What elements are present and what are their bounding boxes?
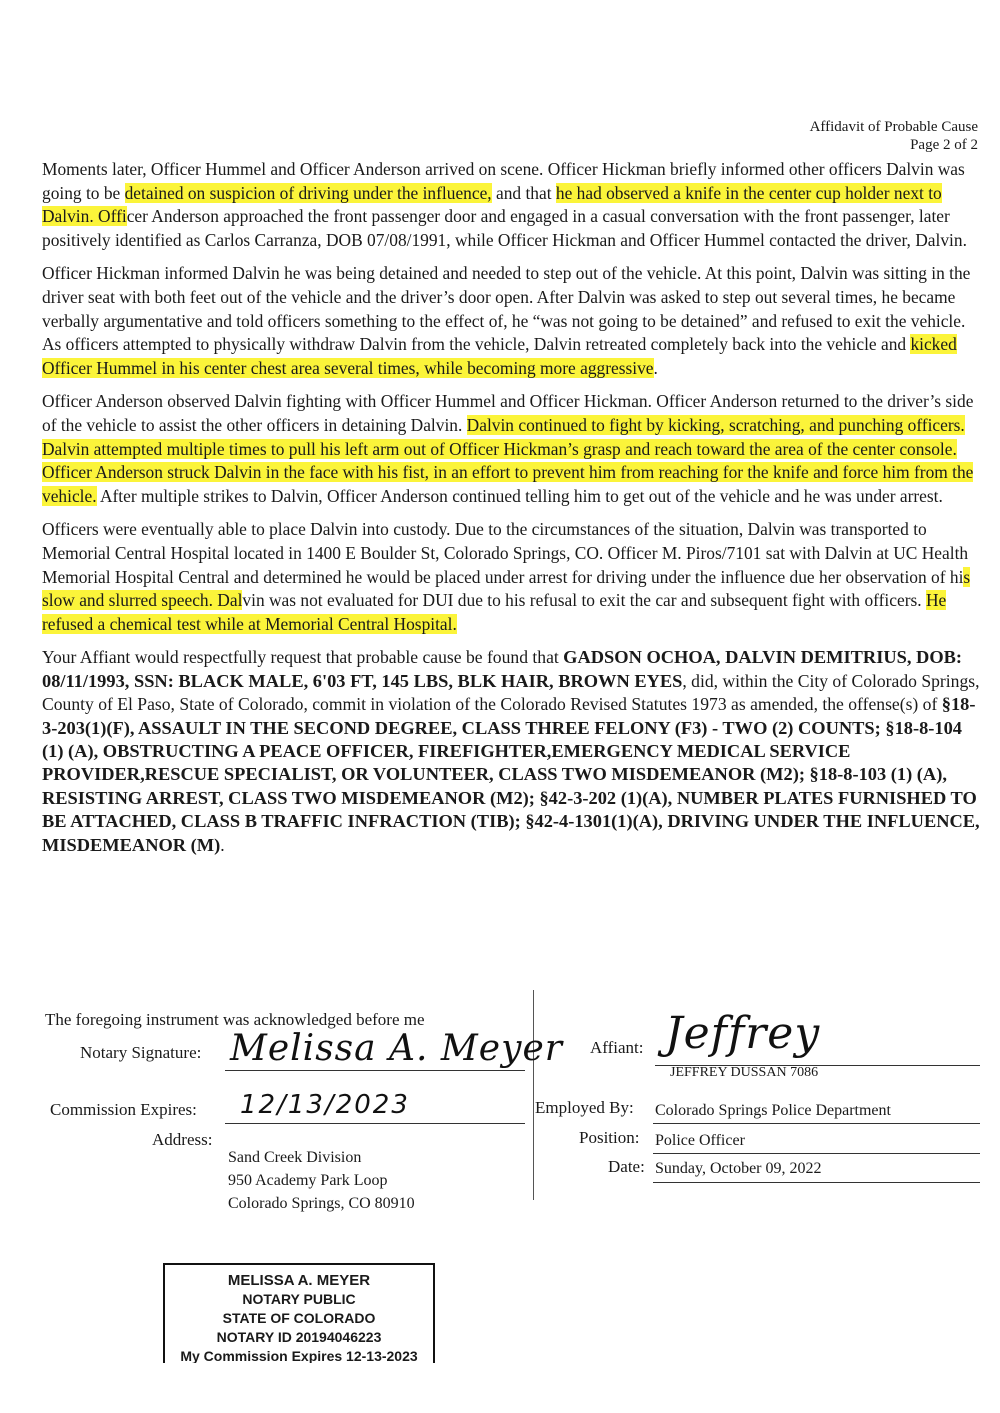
acknowledgement-text: The foregoing instrument was acknowledged before me <box>45 1010 425 1029</box>
commission-line <box>225 1123 525 1124</box>
text-run: Officer Hickman informed Dalvin he was being detained and needed to step out of the vehicle. At this point, Dalvin was sitting in the driver seat with both feet out of the vehicle and the driver’s door open. After Dalvin was asked to step out several times, he became verbally argumentative and told officers something to the effect of, he “was not going to be detained” and refused to exit the vehicle. As officers attempted to physically withdraw Dalvin from the vehicle, Dalvin retreated completely back into the vehicle and <box>42 263 971 355</box>
highlighted-text: s slow and slurred speech. Dal <box>42 566 971 611</box>
stamp-line: NOTARY ID 20194046223 <box>216 1329 382 1345</box>
offense-list: §18-3-203(1)(F), ASSAULT IN THE SECOND DEGREE, CLASS THREE FELONY (F3) - TWO (2) COUNTS; §18-8-104 (1) (A), OBSTRUCTING A PEACE OFFICER, FIREFIGHTER,EMERGENCY MEDICAL SERVICE PROVIDER,RESCUE SPECIALIST, OR VOLUNTEER, CLASS TWO MISDEMEANOR (M2); §18-8-103 (1) (A), RESISTING ARREST, CLASS TWO MISDEMEANOR (M2); §42-3-202 (1)(A), NUMBER PLATES FURNISHED TO BE ATTACHED, CLASS B TRAFFIC INFRACTION (TIB); §42-4-1301(1)(A), DRIVING UNDER THE INFLUENCE, MISDEMEANOR (M) <box>42 694 980 855</box>
affiant-label: Affiant: <box>590 1038 644 1057</box>
paragraph-1 <box>42 158 982 252</box>
stamp-line: My Commission Expires 12-13-2023 <box>180 1348 418 1363</box>
text-run: . <box>653 357 658 378</box>
address-line: 950 Academy Park Loop <box>228 1172 388 1189</box>
employed-line <box>653 1123 980 1124</box>
page-number: Page 2 of 2 <box>910 137 978 153</box>
text-run: Officer Anderson observed Dalvin fighting with Officer Hummel and Officer Hickman. Officer Anderson returned to the driver’s side of the vehicle to assist the other officers in detaining Dalvin. <box>42 391 974 435</box>
commission-expires-label: Commission Expires: <box>50 1100 197 1119</box>
text-run: Moments later, Officer Hummel and Officer Anderson arrived on scene. Officer Hickman briefly informed other officers Dalvin was going to be <box>42 159 965 203</box>
page-header <box>810 118 978 154</box>
paragraph-charges <box>42 646 982 857</box>
date-value: Sunday, October 09, 2022 <box>655 1160 822 1177</box>
date-line <box>653 1182 980 1183</box>
notary-signature-label: Notary Signature: <box>80 1043 202 1062</box>
affidavit-body <box>42 158 982 867</box>
position-label: Position: <box>579 1128 640 1147</box>
employed-by-value: Colorado Springs Police Department <box>655 1102 891 1119</box>
address-label: Address: <box>152 1130 213 1149</box>
highlighted-text: he had observed a knife in the center cup holder next to Dalvin. Offi <box>42 182 942 227</box>
address-line: Sand Creek Division <box>228 1149 362 1166</box>
text-run: , did, within the City of Colorado Springs, County of El Paso, State of Colorado, commit in violation of the Colorado Revised Statutes 1973 as amended, the offense(s) of <box>42 670 980 715</box>
text-run: cer Anderson approached the front passenger door and engaged in a casual conversation with the front passenger, later positively identified as Carlos Carranza, DOB 07/08/1991, while Officer Hickman and Officer Hummel contacted the driver, Dalvin. <box>42 206 967 250</box>
address-line: Colorado Springs, CO 80910 <box>228 1195 415 1212</box>
signature-divider <box>533 990 534 1200</box>
employed-by-label: Employed By: <box>535 1098 634 1117</box>
document-title: Affidavit of Probable Cause <box>809 119 978 135</box>
notary-signature-line <box>225 1070 525 1071</box>
text-run: Your Affiant would respectfully request that probable cause be found that <box>42 647 564 668</box>
text-run: and that <box>491 182 556 203</box>
paragraph-3 <box>42 390 982 508</box>
highlighted-text: Dalvin continued to fight by kicking, scratching, and punching officers. Dalvin attempted multiple times to pull his left arm out of Officer Hickman’s grasp and reach toward the area of the center console. Officer Anderson struck Dalvin in the face with his fist, in an effort to prevent him from reaching for the knife and force him from the vehicle. <box>42 414 974 506</box>
position-line <box>653 1153 980 1154</box>
stamp-line: MELISSA A. MEYER <box>227 1272 371 1289</box>
commission-expires-value: 12/13/2023 <box>240 1090 410 1120</box>
text-run: Officers were eventually able to place Dalvin into custody. Due to the circumstances of the situation, Dalvin was transported to Memorial Central Hospital located in 1400 E Boulder St, Colorado Springs, CO. Officer M. Piros/7101 sat with Dalvin at UC Health Memorial Hospital Central and determined he would be placed under arrest for driving under the influence due her observation of hi <box>42 519 969 587</box>
affiant-printed-name: JEFFREY DUSSAN 7086 <box>670 1065 819 1080</box>
text-run: vin was not evaluated for DUI due to his refusal to exit the car and subsequent fight with officers. <box>242 590 926 611</box>
position-value: Police Officer <box>655 1132 745 1149</box>
notary-signature: Melissa A. Meyer <box>230 1028 563 1069</box>
highlighted-text: He refused a chemical test while at Memorial Central Hospital. <box>42 590 947 634</box>
text-run: . <box>220 834 225 855</box>
notary-stamp <box>163 1263 435 1363</box>
stamp-line: STATE OF COLORADO <box>222 1310 376 1326</box>
paragraph-4 <box>42 518 982 636</box>
highlighted-text: kicked Officer Hummel in his center chest area several times, while becoming more aggressive <box>42 334 957 378</box>
defendant-info: GADSON OCHOA, DALVIN DEMITRIUS, DOB: 08/11/1993, SSN: BLACK MALE, 6'03 FT, 145 LBS, BLK HAIR, BROWN EYES <box>42 647 963 691</box>
affiant-signature: Jeffrey <box>665 1008 821 1059</box>
paragraph-2 <box>42 262 982 380</box>
date-label: Date: <box>608 1157 645 1176</box>
highlighted-text: detained on suspicion of driving under the influence, <box>124 182 492 203</box>
text-run: After multiple strikes to Dalvin, Officer Anderson continued telling him to get out of the vehicle and he was under arrest. <box>96 485 943 506</box>
stamp-line: NOTARY PUBLIC <box>242 1291 356 1307</box>
notary-address <box>228 1146 415 1215</box>
